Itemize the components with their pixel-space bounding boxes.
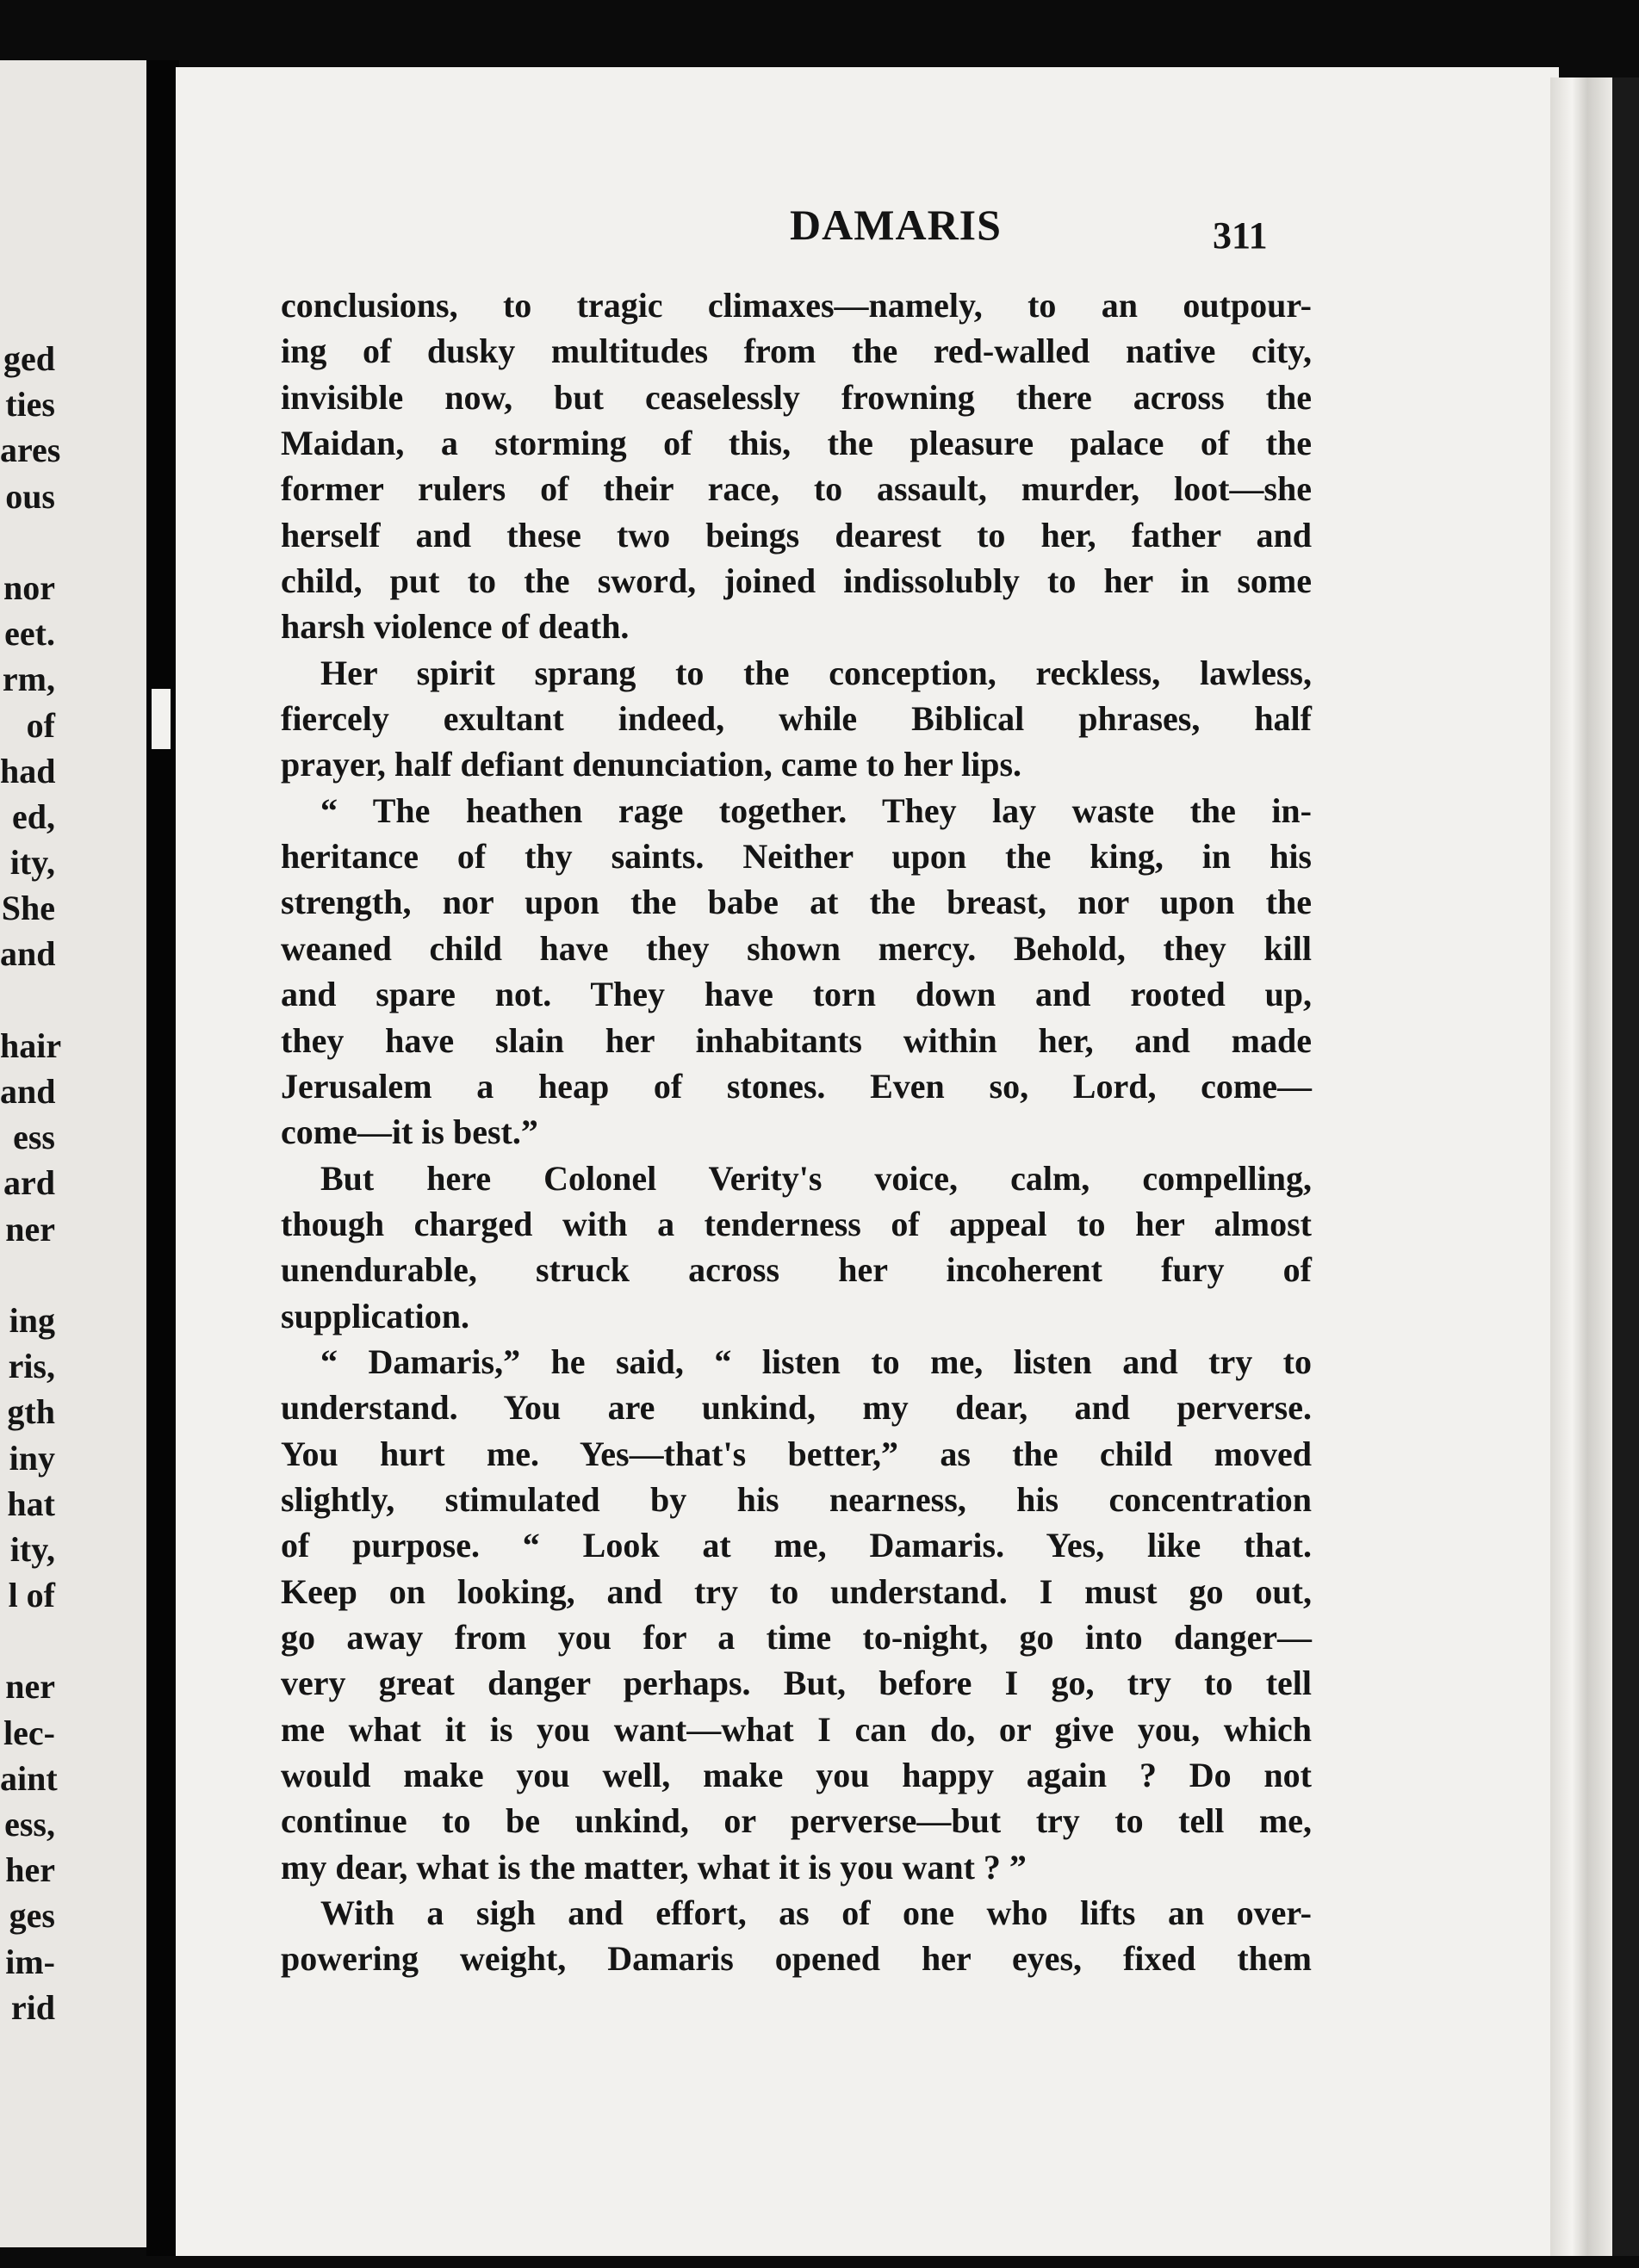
text-line: Her spirit sprang to the conception, reckless, lawless, <box>320 653 1312 692</box>
text-line: herself and these two beings dearest to her, father and <box>281 515 1312 555</box>
left-page-fragment: lec- <box>3 1713 55 1752</box>
left-page-gap <box>0 519 55 565</box>
left-page-fragment: ties <box>5 385 55 424</box>
text-line: Keep on looking, and try to understand. I must go out, <box>281 1571 1312 1611</box>
left-page-fragment: hat <box>7 1484 55 1523</box>
left-page-fragment: eet. <box>4 614 55 654</box>
left-page-gap <box>0 977 55 1023</box>
text-line: weaned child have they shown mercy. Behold, they kill <box>281 928 1312 968</box>
text-line: and spare not. They have torn down and rooted up, <box>281 975 1312 1014</box>
page-edge-shadow <box>1612 77 1639 2256</box>
left-page-fragment: ares <box>0 431 61 470</box>
left-page-fragments <box>0 336 62 2030</box>
text-line: powering weight, Damaris opened her eyes, fixed them <box>281 1939 1312 1979</box>
text-line: With a sigh and effort, as of one who lifts an over- <box>320 1893 1312 1933</box>
left-page-fragment: ner <box>5 1209 55 1249</box>
text-line: former rulers of their race, to assault, murder, loot—she <box>281 469 1312 509</box>
left-page-fragment: ged <box>3 339 55 378</box>
left-page-fragment: She <box>1 889 55 928</box>
text-line: slightly, stimulated by his nearness, his concentration <box>281 1479 1312 1519</box>
left-page-fragment: ard <box>3 1163 55 1203</box>
left-page-fragment: gth <box>7 1392 55 1432</box>
text-line: me what it is you want—what I can do, or give you, which <box>281 1709 1312 1749</box>
left-page-fragment: ity, <box>9 843 55 883</box>
left-page-gap <box>0 1252 55 1298</box>
left-page-fragment: ity, <box>9 1529 55 1569</box>
page-edge <box>1550 77 1612 2256</box>
left-page-fragment: and <box>0 934 56 974</box>
left-page-fragment: had <box>0 751 56 790</box>
body-text <box>281 282 1312 1982</box>
left-page-fragment: ris, <box>8 1347 55 1386</box>
text-line: go away from you for a time to-night, go into danger— <box>281 1617 1312 1657</box>
left-page-fragment: rid <box>10 1987 55 2027</box>
left-page-fragment: ner <box>5 1667 55 1707</box>
gutter-notch <box>152 689 171 749</box>
text-line: You hurt me. Yes—that's better,” as the child moved <box>281 1434 1312 1473</box>
text-line: of purpose. “ Look at me, Damaris. Yes, like that. <box>281 1526 1312 1565</box>
text-line: understand. You are unkind, my dear, and perverse. <box>281 1388 1312 1428</box>
page-number: 311 <box>1213 214 1268 257</box>
text-line: continue to be unkind, or perverse—but try to tell me, <box>281 1801 1312 1841</box>
left-page-fragment: rm, <box>2 660 55 699</box>
text-line: come—it is best.” <box>281 1112 538 1152</box>
left-page-fragment: of <box>26 705 55 745</box>
text-line: unendurable, struck across her incoherent fury of <box>281 1250 1312 1290</box>
left-page-fragment: ous <box>5 476 55 516</box>
text-line: Maidan, a storming of this, the pleasure palace of the <box>281 424 1312 463</box>
text-line: though charged with a tenderness of appeal to her almost <box>281 1204 1312 1243</box>
text-line: supplication. <box>281 1296 469 1335</box>
left-page-fragment: ess <box>13 1118 55 1157</box>
text-line: Jerusalem a heap of stones. Even so, Lord, come— <box>281 1066 1312 1106</box>
left-page-fragment: and <box>0 1072 56 1111</box>
left-page-fragment: ess, <box>4 1805 55 1844</box>
left-page-fragment: ges <box>9 1896 55 1936</box>
text-line: “ The heathen rage together. They lay waste the in- <box>320 790 1312 830</box>
text-line: ing of dusky multitudes from the red-walled native city, <box>281 332 1312 371</box>
left-page-fragment: aint <box>0 1758 58 1798</box>
left-page-fragment: ed, <box>12 796 55 836</box>
left-page-fragment: her <box>5 1850 55 1890</box>
text-line: strength, nor upon the babe at the breast, nor upon the <box>281 883 1312 922</box>
text-line: “ Damaris,” he said, “ listen to me, listen and try to <box>320 1342 1312 1381</box>
text-line: very great danger perhaps. But, before I go, try to tell <box>281 1664 1312 1703</box>
left-page <box>0 60 152 2247</box>
text-line: child, put to the sword, joined indissolubly to her in some <box>281 561 1312 601</box>
left-page-fragment: nor <box>3 567 55 607</box>
left-page-fragment: im- <box>5 1942 55 1981</box>
left-page-fragment: ing <box>9 1300 55 1340</box>
book-gutter <box>146 60 179 2256</box>
text-line: prayer, half defiant denunciation, came to her lips. <box>281 745 1022 784</box>
text-line: would make you well, make you happy again ? Do not <box>281 1756 1312 1794</box>
text-line: invisible now, but ceaselessly frowning there across the <box>281 377 1312 417</box>
left-page-fragment: l of <box>8 1576 55 1615</box>
left-page-gap <box>0 1618 55 1664</box>
running-head: DAMARIS <box>790 201 1002 249</box>
text-line: they have slain her inhabitants within her, and made <box>281 1020 1312 1060</box>
text-line: conclusions, to tragic climaxes—namely, to an outpour- <box>281 286 1312 325</box>
left-page-fragment: iny <box>9 1438 55 1478</box>
text-line: harsh violence of death. <box>281 607 630 647</box>
text-line: heritance of thy saints. Neither upon the king, in his <box>281 837 1312 877</box>
text-line: my dear, what is the matter, what it is you want ? ” <box>281 1847 1027 1887</box>
text-line: fiercely exultant indeed, while Biblical phrases, half <box>281 699 1312 739</box>
left-page-fragment: hair <box>0 1026 62 1065</box>
text-line: But here Colonel Verity's voice, calm, compelling, <box>320 1158 1312 1198</box>
